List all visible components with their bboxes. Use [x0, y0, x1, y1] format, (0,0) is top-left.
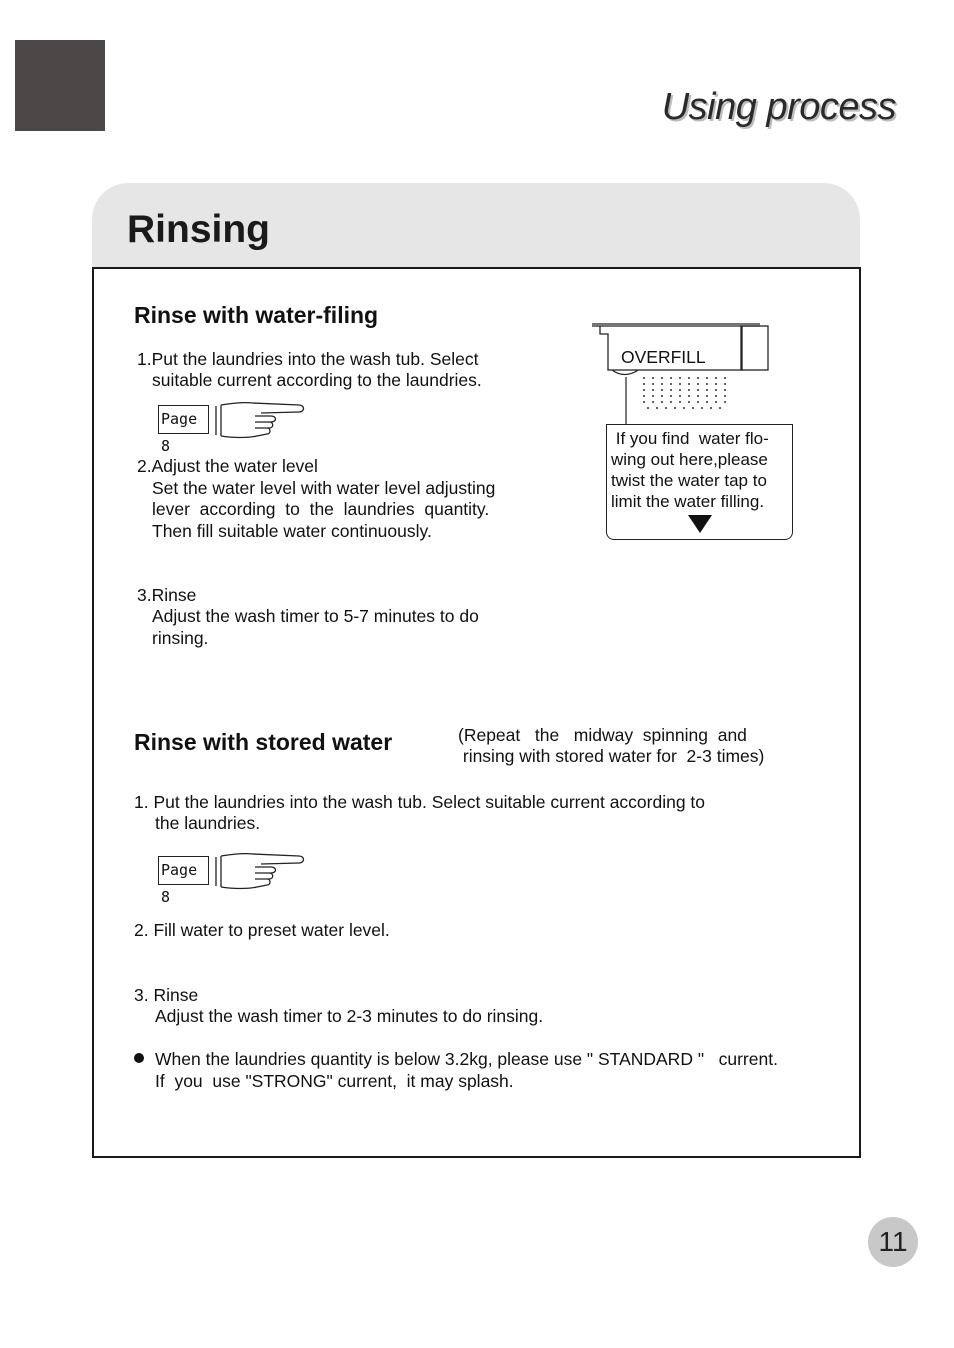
sw-step3-title: 3. Rinse: [134, 985, 199, 1005]
wf-step2-line1: Set the water level with water level adjusting: [152, 478, 496, 498]
sw-step3-line1: Adjust the wash timer to 2-3 minutes to do rinsing.: [155, 1006, 544, 1026]
header-title: Using process: [661, 86, 896, 128]
page-badge: Page 8: [158, 856, 209, 885]
corner-block: [15, 40, 105, 131]
wf-step2-line3: Then fill suitable water continuously.: [152, 521, 432, 541]
wf-page-reference: [158, 401, 308, 455]
wf-step3-line1: Adjust the wash timer to 5-7 minutes to do: [152, 606, 479, 626]
overfill-diagram: [590, 320, 775, 426]
callout-line: limit the water filling.: [611, 492, 765, 511]
page-number: 11: [868, 1217, 918, 1267]
wf-step1-line2: suitable current according to the laundries.: [152, 370, 482, 390]
bullet-dot-icon: [134, 1053, 144, 1063]
stored-water-heading: Rinse with stored water: [134, 729, 393, 755]
sw-note-line1: (Repeat the midway spinning and: [458, 725, 747, 745]
overfill-callout: [606, 424, 793, 540]
water-drops: [643, 377, 726, 409]
pointing-hand-icon: [213, 852, 308, 890]
callout-line: If you find water flo-: [611, 429, 769, 448]
wf-step3-title: 3.Rinse: [137, 585, 197, 605]
sw-step1-line1: 1. Put the laundries into the wash tub. Select suitable current according to: [134, 792, 706, 812]
wf-step2-title: 2.Adjust the water level: [137, 456, 318, 476]
wf-step2-line2: lever according to the laundries quantity.: [152, 499, 490, 519]
pointing-hand-icon: [213, 401, 308, 439]
triangle-down-icon: [688, 515, 712, 533]
callout-line: twist the water tap to: [611, 471, 767, 490]
sw-bullet-line2: If you use "STRONG" current, it may splash.: [155, 1071, 514, 1091]
sw-page-reference: [158, 852, 308, 906]
wf-step3-line2: rinsing.: [152, 628, 209, 648]
sw-step1-line2: the laundries.: [155, 813, 261, 833]
sw-note-line2: rinsing with stored water for 2-3 times): [458, 746, 765, 766]
wf-step1-line1: 1.Put the laundries into the wash tub. Select: [137, 349, 479, 369]
overfill-label: OVERFILL: [621, 347, 706, 367]
water-filing-heading: Rinse with water-filing: [134, 302, 379, 328]
sw-step2: 2. Fill water to preset water level.: [134, 920, 390, 940]
callout-line: wing out here,please: [611, 450, 768, 469]
section-title: Rinsing: [127, 208, 270, 251]
sw-bullet-line1: When the laundries quantity is below 3.2kg, please use " STANDARD " current.: [155, 1049, 778, 1069]
page-badge: Page 8: [158, 405, 209, 434]
